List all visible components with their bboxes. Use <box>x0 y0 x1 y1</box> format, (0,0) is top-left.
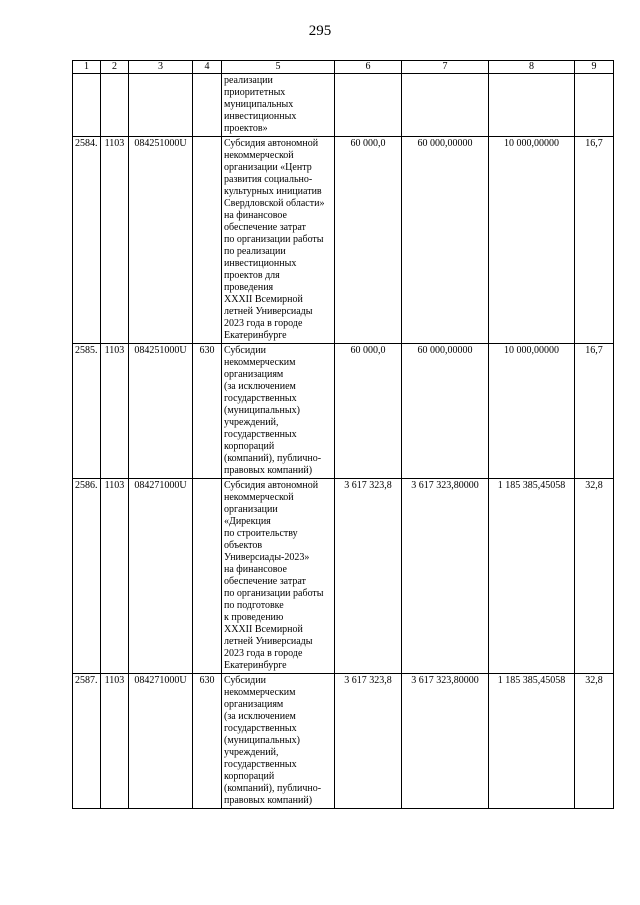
table-row <box>73 479 614 674</box>
item-name-line: объектов <box>224 540 263 551</box>
approved-amount-cell: 60 000,0 <box>335 137 402 344</box>
item-name-line: (за исключением <box>224 711 296 722</box>
item-name-line: правовых компаний) <box>224 795 313 806</box>
item-name-line: Субсидия автономной <box>224 138 319 149</box>
item-name-line: корпораций <box>224 771 275 782</box>
execution-percent-cell: 16,7 <box>575 137 614 344</box>
table-row <box>73 137 614 344</box>
item-name-line: Свердловской области» <box>224 198 325 209</box>
approved-amount-cell: 3 617 323,8 <box>335 479 402 674</box>
item-name-line: на финансовое <box>224 564 287 575</box>
section-code-cell: 1103 <box>101 344 129 479</box>
item-name-line: инвестиционных <box>224 111 297 122</box>
item-name-line: 2023 года в городе <box>224 648 303 659</box>
item-name-line: к проведению <box>224 612 284 623</box>
budget-allocation-cell <box>402 74 489 137</box>
item-name-line: организациям <box>224 369 284 380</box>
table-body <box>73 74 614 809</box>
row-number-cell: 2586. <box>73 479 101 674</box>
item-name-line: государственных <box>224 759 297 770</box>
column-header: 9 <box>575 61 614 74</box>
item-name-line: (компаний), публично- <box>224 453 322 464</box>
item-name-line: обеспечение затрат <box>224 576 306 587</box>
item-name-line: развития социально- <box>224 174 313 185</box>
budget-allocation-cell: 3 617 323,80000 <box>402 479 489 674</box>
item-name-line: некоммерческим <box>224 357 296 368</box>
item-name-line: организациям <box>224 699 284 710</box>
item-name-line: приоритетных <box>224 87 286 98</box>
item-name-line: проектов» <box>224 123 268 134</box>
item-name-line: XXXII Всемирной <box>224 624 303 635</box>
execution-percent-cell: 16,7 <box>575 344 614 479</box>
table-row <box>73 74 614 137</box>
section-code-cell <box>101 74 129 137</box>
item-name-line: организации «Центр <box>224 162 312 173</box>
budget-allocation-cell: 60 000,00000 <box>402 137 489 344</box>
item-name-line: инвестиционных <box>224 258 297 269</box>
item-name-line: обеспечение затрат <box>224 222 306 233</box>
item-name-line: по организации работы <box>224 234 324 245</box>
item-name-line: государственных <box>224 429 297 440</box>
budget-allocation-cell: 60 000,00000 <box>402 344 489 479</box>
item-name-line: некоммерческой <box>224 492 294 503</box>
item-name-line: по строительству <box>224 528 298 539</box>
item-name-line: некоммерческим <box>224 687 296 698</box>
budget-table <box>72 60 614 809</box>
item-name-line: на финансовое <box>224 210 287 221</box>
item-name-line: по организации работы <box>224 588 324 599</box>
item-name-line: Субсидия автономной <box>224 480 319 491</box>
header-row <box>73 61 614 74</box>
column-header: 6 <box>335 61 402 74</box>
item-name-cell <box>222 674 335 809</box>
row-number-cell: 2585. <box>73 344 101 479</box>
column-header: 3 <box>129 61 193 74</box>
item-name-line: государственных <box>224 723 297 734</box>
section-code-cell: 1103 <box>101 674 129 809</box>
item-name-line: (компаний), публично- <box>224 783 322 794</box>
expense-type-cell: 630 <box>193 344 222 479</box>
item-name-line: муниципальных <box>224 99 294 110</box>
expense-type-cell <box>193 137 222 344</box>
item-name-line: учреждений, <box>224 417 279 428</box>
execution-percent-cell: 32,8 <box>575 674 614 809</box>
expense-type-cell <box>193 74 222 137</box>
item-name-line: 2023 года в городе <box>224 318 303 329</box>
executed-amount-cell: 10 000,00000 <box>489 137 575 344</box>
item-name-cell <box>222 137 335 344</box>
execution-percent-cell <box>575 74 614 137</box>
item-name-line: Екатеринбурге <box>224 660 287 671</box>
column-header: 7 <box>402 61 489 74</box>
executed-amount-cell: 1 185 385,45058 <box>489 674 575 809</box>
item-name-cell <box>222 344 335 479</box>
target-article-cell: 084251000U <box>129 344 193 479</box>
target-article-cell: 084251000U <box>129 137 193 344</box>
target-article-cell: 084271000U <box>129 479 193 674</box>
item-name-line: (муниципальных) <box>224 735 300 746</box>
row-number-cell <box>73 74 101 137</box>
table-row <box>73 344 614 479</box>
item-name-line: реализации <box>224 75 273 86</box>
item-name-line: «Дирекция <box>224 516 271 527</box>
column-header: 2 <box>101 61 129 74</box>
item-name-line: летней Универсиады <box>224 636 313 647</box>
executed-amount-cell: 10 000,00000 <box>489 344 575 479</box>
item-name-cell <box>222 479 335 674</box>
target-article-cell: 084271000U <box>129 674 193 809</box>
expense-type-cell <box>193 479 222 674</box>
item-name-line: (за исключением <box>224 381 296 392</box>
section-code-cell: 1103 <box>101 137 129 344</box>
item-name-line: по реализации <box>224 246 286 257</box>
executed-amount-cell: 1 185 385,45058 <box>489 479 575 674</box>
item-name-line: по подготовке <box>224 600 284 611</box>
table-row <box>73 674 614 809</box>
item-name-line: учреждений, <box>224 747 279 758</box>
item-name-line: культурных инициатив <box>224 186 322 197</box>
item-name-line: проектов для <box>224 270 280 281</box>
item-name-line: Екатеринбурге <box>224 330 287 341</box>
item-name-line: корпораций <box>224 441 275 452</box>
item-name-line: Субсидии <box>224 675 266 686</box>
item-name-line: XXXII Всемирной <box>224 294 303 305</box>
page-number: 295 <box>308 23 332 39</box>
item-name-line: летней Универсиады <box>224 306 313 317</box>
item-name-line: правовых компаний) <box>224 465 313 476</box>
executed-amount-cell <box>489 74 575 137</box>
section-code-cell: 1103 <box>101 479 129 674</box>
item-name-line: Универсиады-2023» <box>224 552 310 563</box>
item-name-line: организации <box>224 504 278 515</box>
item-name-line: проведения <box>224 282 274 293</box>
approved-amount-cell: 60 000,0 <box>335 344 402 479</box>
budget-allocation-cell: 3 617 323,80000 <box>402 674 489 809</box>
row-number-cell: 2587. <box>73 674 101 809</box>
row-number-cell: 2584. <box>73 137 101 344</box>
column-header: 8 <box>489 61 575 74</box>
expense-type-cell: 630 <box>193 674 222 809</box>
target-article-cell <box>129 74 193 137</box>
execution-percent-cell: 32,8 <box>575 479 614 674</box>
column-header: 1 <box>73 61 101 74</box>
item-name-line: Субсидии <box>224 345 266 356</box>
item-name-cell <box>222 74 335 137</box>
column-header: 5 <box>222 61 335 74</box>
item-name-line: (муниципальных) <box>224 405 300 416</box>
approved-amount-cell <box>335 74 402 137</box>
approved-amount-cell: 3 617 323,8 <box>335 674 402 809</box>
column-header: 4 <box>193 61 222 74</box>
item-name-line: государственных <box>224 393 297 404</box>
item-name-line: некоммерческой <box>224 150 294 161</box>
